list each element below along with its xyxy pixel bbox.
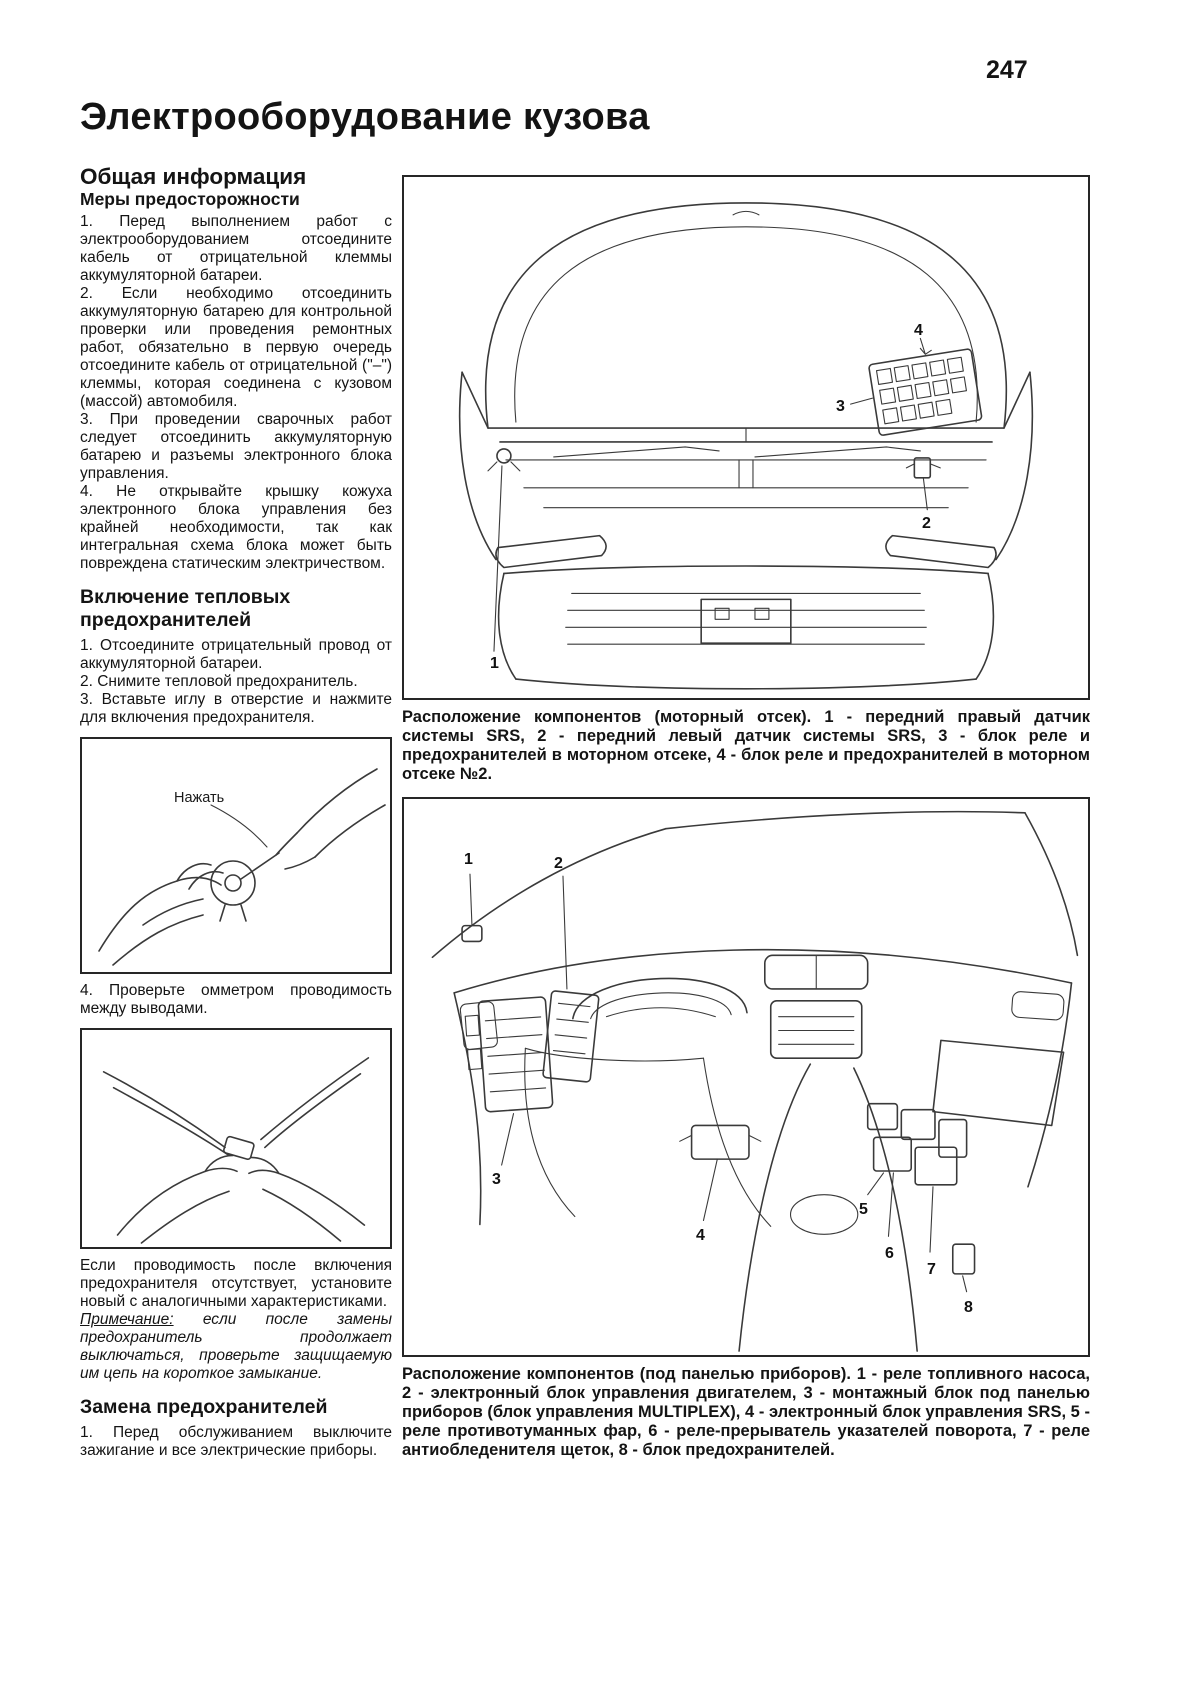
page-number: 247 — [986, 56, 1028, 84]
right-figure-column — [402, 175, 1090, 1460]
engine-bay-figure — [402, 175, 1090, 700]
dash-callout-1: 1 — [464, 851, 473, 868]
check-step-4: 4. Проверьте омметром проводимость между выводами. — [80, 982, 392, 1017]
engine-callout-4: 4 — [914, 322, 923, 339]
dash-callout-5: 5 — [859, 1201, 868, 1218]
dash-callout-3: 3 — [492, 1171, 501, 1188]
dash-callout-8: 8 — [964, 1299, 973, 1316]
conductivity-paragraph: Если проводимость после включения предохранителя отсутствует, установите новый с аналогичными характеристиками. — [80, 1257, 392, 1310]
left-text-column — [80, 164, 392, 1460]
precaution-item-1: 1. Перед выполнением работ с электрооборудованием отсоедините кабель от отрицательной клеммы аккумуляторной батареи. — [80, 213, 392, 284]
press-fuse-figure — [80, 737, 392, 974]
engine-bay-caption: Расположение компонентов (моторный отсек). 1 - передний правый датчик системы SRS, 2 - передний левый датчик системы SRS, 3 - блок реле и предохранителей в моторном отсеке, 4 - блок реле и предохранителей в моторном отсеке №2. — [402, 708, 1090, 783]
ohmmeter-illustration — [82, 1030, 390, 1247]
precaution-item-2: 2. Если необходимо отсоединить аккумуляторную батарею для контрольной проверки или проведения ремонтных работ, обязательно в первую очередь отсоедините кабель от отрицательной ("–") клеммы, которая соединена с кузовом (массой) автомобиля. — [80, 285, 392, 410]
note-label: Примечание: — [80, 1311, 174, 1328]
engine-callout-1: 1 — [490, 655, 499, 672]
fuse-replacement-heading: Замена предохранителей — [80, 1396, 328, 1418]
engine-callout-2: 2 — [922, 515, 931, 532]
dash-callout-6: 6 — [885, 1245, 894, 1262]
fuse-replacement-step-1: 1. Перед обслуживанием выключите зажигание и все электрические приборы. — [80, 1424, 392, 1459]
page-title: Электрооборудование кузова — [80, 96, 650, 138]
dashboard-illustration — [404, 799, 1088, 1355]
dash-callout-2: 2 — [554, 855, 563, 872]
thermal-step-2: 2. Снимите тепловой предохранитель. — [80, 673, 358, 690]
press-label: Нажать — [174, 790, 225, 806]
press-fuse-illustration — [82, 739, 390, 972]
precaution-item-3: 3. При проведении сварочных работ следует отсоединить аккумуляторную батарею и разъемы электронного блока управления. — [80, 411, 392, 482]
thermal-step-1: 1. Отсоедините отрицательный провод от аккумуляторной батареи. — [80, 637, 392, 672]
precaution-item-4: 4. Не открывайте крышку кожуха электронного блока управления без крайней необходимости, так как интегральная схема блока может быть повреждена статическим электричеством. — [80, 483, 392, 572]
engine-bay-illustration — [404, 177, 1088, 698]
note-paragraph — [80, 1311, 392, 1383]
engine-callout-3: 3 — [836, 398, 845, 415]
dash-callout-4: 4 — [696, 1227, 705, 1244]
dash-callout-7: 7 — [927, 1261, 936, 1278]
thermal-step-3: 3. Вставьте иглу в отверстие и нажмите для включения предохранителя. — [80, 691, 392, 726]
dashboard-caption: Расположение компонентов (под панелью приборов). 1 - реле топливного насоса, 2 - электронный блок управления двигателем, 3 - монтажный блок под панелью приборов (блок управления MULTIPLEX), 4 - электронный блок управления SRS, 5 - реле противотуманных фар, 6 - реле-прерыватель указателей поворота, 7 - реле антиобледенителя щеток, 8 - блок предохранителей. — [402, 1365, 1090, 1459]
note-text: если после замены предохранитель продолжает выключаться, проверьте защищаемую им цепь на короткое замыкание. — [80, 1311, 393, 1382]
dashboard-figure — [402, 797, 1090, 1357]
thermal-fuse-heading: Включение тепловых предохранителей — [80, 586, 291, 631]
general-info-heading: Общая информация — [80, 164, 307, 189]
precautions-heading: Меры предосторожности — [80, 189, 300, 209]
ohmmeter-figure — [80, 1028, 392, 1249]
